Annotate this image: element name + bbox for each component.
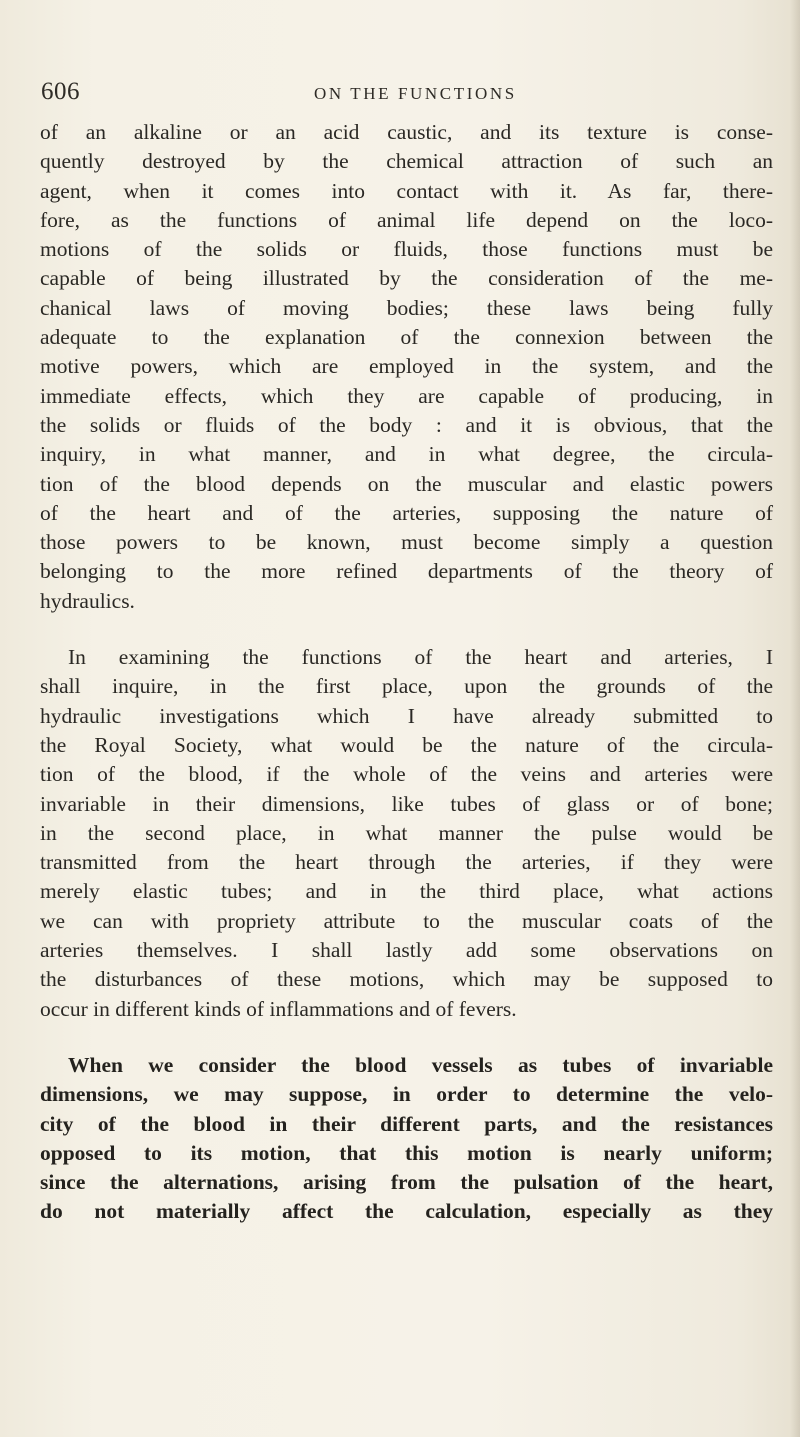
text-line: capable of being illustrated by the consideration of the me- (40, 266, 773, 291)
text-line: invariable in their dimensions, like tubes of glass or of bone; (40, 791, 773, 816)
text-line: city of the blood in their different parts, and the resistances (40, 1111, 773, 1136)
paragraph-gap (40, 1024, 773, 1051)
text-line: of an alkaline or an acid caustic, and its texture is conse- (40, 120, 773, 144)
text-line: adequate to the explanation of the connexion between the (40, 325, 773, 350)
text-line: arteries themselves. I shall lastly add some observations on (40, 938, 773, 963)
text-line: since the alternations, arising from the pulsation of the heart, (40, 1170, 773, 1195)
text-line: fore, as the functions of animal life depend on the loco- (40, 207, 773, 232)
text-line: the disturbances of these motions, which may be supposed to (40, 967, 773, 992)
text-line: hydraulics. (40, 588, 135, 613)
text-line: opposed to its motion, that this motion is nearly uniform; (40, 1140, 773, 1165)
text-line: motive powers, which are employed in the system, and the (40, 354, 773, 379)
text-line: dimensions, we may suppose, in order to determine the velo- (40, 1082, 773, 1107)
text-line: of the heart and of the arteries, supposing the nature of (40, 500, 773, 525)
text-line: shall inquire, in the first place, upon the grounds of the (40, 674, 773, 699)
running-head: ON THE FUNCTIONS (314, 84, 517, 103)
paragraph-gap (40, 616, 773, 643)
text-line: occur in different kinds of inflammations and of fevers. (40, 996, 517, 1021)
paragraph-3 (40, 1051, 773, 1227)
paragraph-1 (40, 118, 773, 616)
text-line: the solids or fluids of the body : and it is obvious, that the (40, 412, 773, 437)
text-line: In examining the functions of the heart and arteries, I (68, 645, 773, 670)
text-line: immediate effects, which they are capable of producing, in (40, 383, 773, 408)
text-line: do not materially affect the calculation, especially as they (40, 1199, 773, 1224)
text-line: in the second place, in what manner the pulse would be (40, 820, 773, 845)
text-line: chanical laws of moving bodies; these laws being fully (40, 295, 773, 320)
text-line: inquiry, in what manner, and in what degree, the circula- (40, 442, 773, 467)
text-line: belonging to the more refined departments of the theory of (40, 559, 773, 584)
page-edge-shadow (790, 0, 800, 1437)
text-line: those powers to be known, must become simply a question (40, 530, 773, 555)
text-line: the Royal Society, what would be the nature of the circula- (40, 732, 773, 757)
text-line: quently destroyed by the chemical attraction of such an (40, 149, 773, 174)
page-number: 606 (41, 78, 80, 105)
paragraph-2 (40, 643, 773, 1024)
text-line: tion of the blood depends on the muscular and elastic powers (40, 471, 773, 496)
text-line: transmitted from the heart through the arteries, if they were (40, 850, 773, 875)
text-line: When we consider the blood vessels as tubes of invariable (68, 1052, 773, 1077)
text-line: tion of the blood, if the whole of the veins and arteries were (40, 762, 773, 787)
text-line: agent, when it comes into contact with it. As far, there- (40, 178, 773, 203)
text-line: we can with propriety attribute to the muscular coats of the (40, 908, 773, 933)
text-line: hydraulic investigations which I have already submitted to (40, 703, 773, 728)
body-text (40, 118, 773, 1227)
text-line: motions of the solids or fluids, those functions must be (40, 237, 773, 262)
text-line: merely elastic tubes; and in the third place, what actions (40, 879, 773, 904)
